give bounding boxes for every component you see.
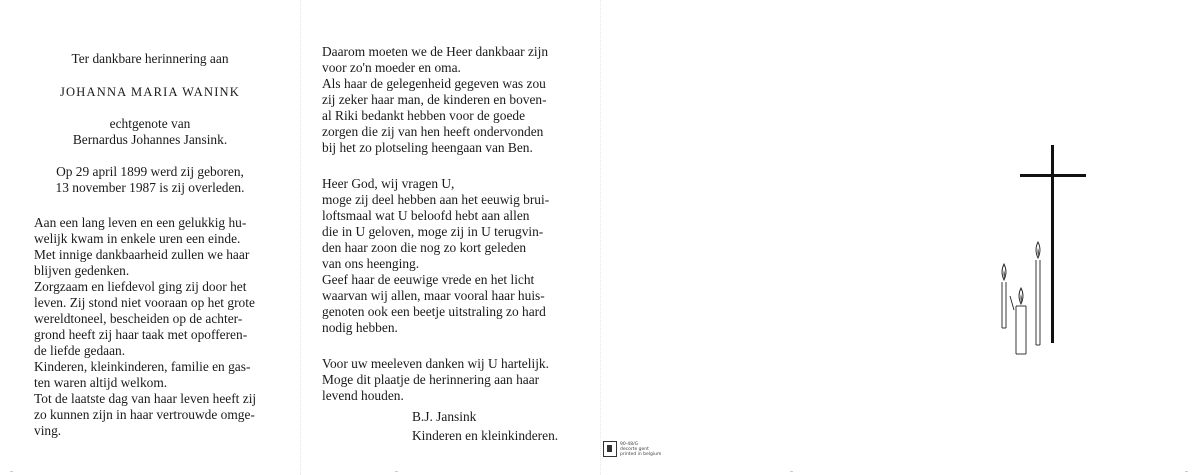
text-line: den haar zoon die nog zo kort geleden [322,240,527,255]
text-line: Voor uw meeleven danken wij U hartelijk. [322,356,549,371]
text-line: Als haar de gelegenheid gegeven was zou [322,76,546,91]
text-line: Met innige dankbaarheid zullen we haar [34,247,250,262]
text-line: die in U geloven, moge zij in U terugvin- [322,224,544,239]
right-panel [600,0,1200,475]
text-line: zij zeker haar man, de kinderen en boven- [322,92,547,107]
left-panel [0,0,300,475]
text-line: moge zij deel hebben aan het eeuwig brui- [322,192,550,207]
text-line: Moge dit plaatje de herinnering aan haar [322,372,540,387]
dedication-line: Ter dankbare herinnering aan [71,51,229,66]
middle-panel [300,0,600,475]
text-line: levend houden. [322,388,404,403]
deceased-name: JOHANNA MARIA WANINK [59,85,241,99]
text-line: genoten ook een beetje uitstraling zo hard [322,304,546,319]
publisher-country: printed in belgium [620,451,662,457]
text-line: leven. Zij stond niet vooraan op het grote [34,295,255,310]
crop-mark [790,468,793,472]
text-line: loftsmaal wat U beloofd hebt aan allen [322,208,530,223]
publisher-text [620,442,661,457]
text-line: Daarom moeten we de Heer dankbaar zijn [322,44,549,59]
cross-stem [1051,145,1054,343]
signature-family: Kinderen en kleinkinderen. [412,428,559,443]
text-line: Heer God, wij vragen U, [322,176,455,191]
text-line: waarvan wij allen, maar vooral haar huis- [322,288,545,303]
crop-mark [10,468,13,472]
text-line: grond heeft zij haar taak met opofferen- [34,327,248,342]
text-line: voor zo'n moeder en oma. [322,60,461,75]
text-line: ving. [34,423,62,438]
spouse-name: Bernardus Johannes Jansink. [72,132,228,147]
text-line: Kinderen, kleinkinderen, familie en gas- [34,359,251,374]
publisher-name: decorte gent [620,446,649,452]
birth-line: Op 29 april 1899 werd zij geboren, [56,164,244,179]
text-line: blijven gedenken. [34,263,130,278]
text-line: welijk kwam in enkele uren een einde. [34,231,241,246]
spouse-intro: echtgenote van [109,116,191,131]
text-line: zo kunnen zijn in haar vertrouwde omge- [34,407,255,422]
signature-name: B.J. Jansink [412,409,477,424]
text-line: Zorgzaam en liefdevol ging zij door het [34,279,247,294]
publisher-imprint [603,441,661,457]
text-line: zorgen die zij van hen heeft ondervonden [322,124,544,139]
text-line: nodig hebben. [322,320,398,335]
text-line: Tot de laatste dag van haar leven heeft zij [34,391,257,406]
candles-icon [996,230,1046,355]
crop-mark [395,468,398,472]
text-line: Geef haar de eeuwige vrede en het licht [322,272,535,287]
publisher-logo-icon [603,441,617,457]
text-line: al Riki bedankt hebben voor de goede [322,108,526,123]
death-line: 13 november 1987 is zij overleden. [55,180,245,195]
publisher-code: 90-48/G [620,441,639,447]
text-line: van ons heenging. [322,256,420,271]
text-line: Aan een lang leven en een gelukkig hu- [34,215,247,230]
crop-mark [1185,468,1188,472]
text-line: de liefde gedaan. [34,343,126,358]
text-line: ten waren altijd welkom. [34,375,168,390]
text-line: bij het zo plotseling heengaan van Ben. [322,140,533,155]
text-line: wereldtoneel, bescheiden op de achter- [34,311,243,326]
